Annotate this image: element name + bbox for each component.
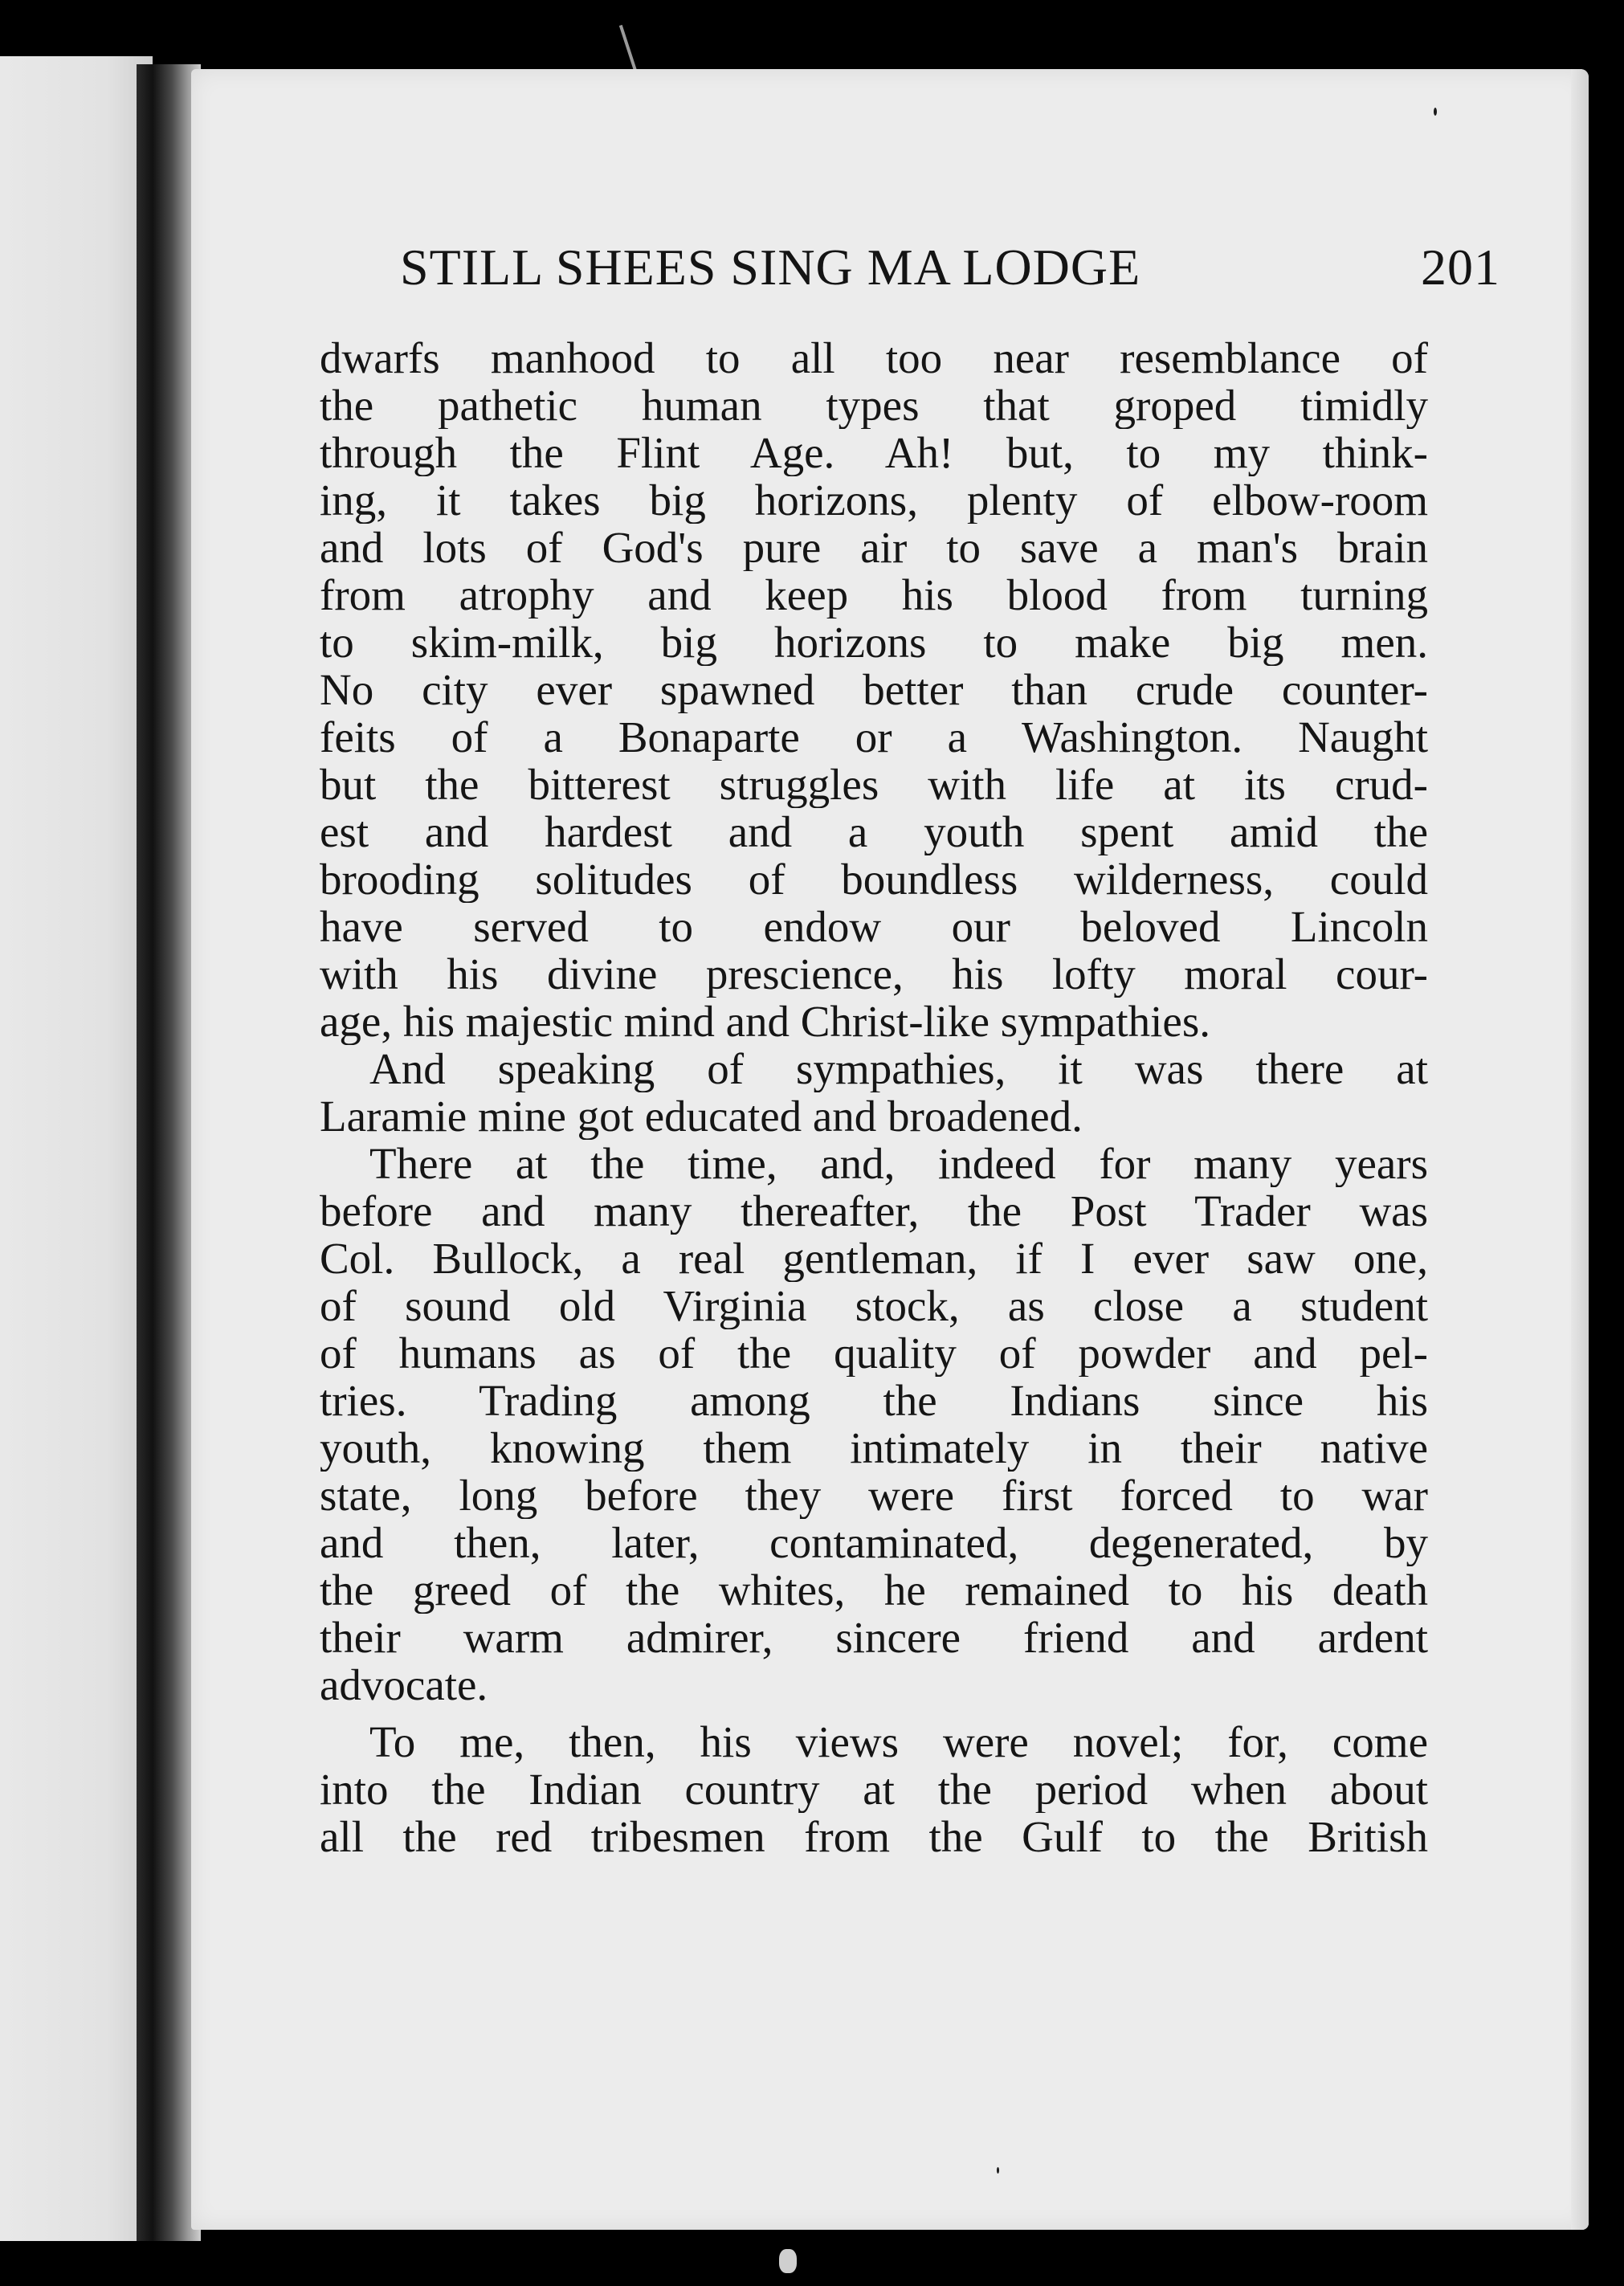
text-line: of humans as of the quality of powder and pel- (320, 1329, 1428, 1377)
page-edge (1571, 69, 1589, 2230)
page-number: 201 (1421, 239, 1500, 296)
text-line: advocate. (320, 1661, 488, 1708)
text-line: There at the time, and, indeed for many years (369, 1140, 1428, 1187)
scan-speck (997, 2167, 999, 2174)
text-line: into the Indian country at the period when about (320, 1766, 1428, 1813)
text-line: of sound old Virginia stock, as close a student (320, 1282, 1428, 1329)
text-line: Laramie mine got educated and broadened. (320, 1092, 1083, 1140)
text-line: before and many thereafter, the Post Trader was (320, 1187, 1428, 1235)
text-line: brooding solitudes of boundless wilderness, could (320, 855, 1428, 903)
running-header (400, 238, 1500, 318)
text-line: to skim-milk, big horizons to make big men. (320, 618, 1428, 666)
text-line: tries. Trading among the Indians since his (320, 1377, 1428, 1424)
text-line: all the red tribesmen from the Gulf to the British (320, 1813, 1428, 1860)
body-text (320, 334, 1428, 1860)
text-line: the pathetic human types that groped timidly (320, 382, 1428, 429)
scan-artifact (779, 2249, 797, 2273)
text-line: No city ever spawned better than crude counter- (320, 666, 1428, 713)
text-line: dwarfs manhood to all too near resemblance of (320, 334, 1428, 382)
scan-artifact (619, 25, 637, 71)
paragraph-gap (320, 1708, 1428, 1718)
text-line: but the bitterest struggles with life at its crud- (320, 761, 1428, 808)
text-line: est and hardest and a youth spent amid the (320, 808, 1428, 855)
text-line: age, his majestic mind and Christ-like sympathies. (320, 998, 1210, 1045)
text-line: have served to endow our beloved Lincoln (320, 903, 1428, 950)
facing-page-edge (0, 56, 153, 2241)
text-line: ing, it takes big horizons, plenty of elbow-room (320, 476, 1428, 524)
text-line: youth, knowing them intimately in their native (320, 1424, 1428, 1472)
text-line: To me, then, his views were novel; for, come (369, 1718, 1428, 1766)
text-line: the greed of the whites, he remained to his death (320, 1566, 1428, 1614)
text-line: their warm admirer, sincere friend and ardent (320, 1614, 1428, 1661)
running-title: STILL SHEES SING MA LODGE (400, 239, 1141, 296)
text-line: and lots of God's pure air to save a man's brain (320, 524, 1428, 571)
text-line: with his divine prescience, his lofty moral cour- (320, 950, 1428, 998)
text-line: feits of a Bonaparte or a Washington. Naught (320, 713, 1428, 761)
book-page (191, 69, 1589, 2230)
text-line: from atrophy and keep his blood from turning (320, 571, 1428, 618)
text-line: And speaking of sympathies, it was there at (369, 1045, 1428, 1092)
scan-speck (1434, 108, 1437, 116)
text-line: state, long before they were first forced to war (320, 1472, 1428, 1519)
text-line: Col. Bullock, a real gentleman, if I ever saw one, (320, 1235, 1428, 1282)
text-line: through the Flint Age. Ah! but, to my think- (320, 429, 1428, 476)
text-line: and then, later, contaminated, degenerated, by (320, 1519, 1428, 1566)
